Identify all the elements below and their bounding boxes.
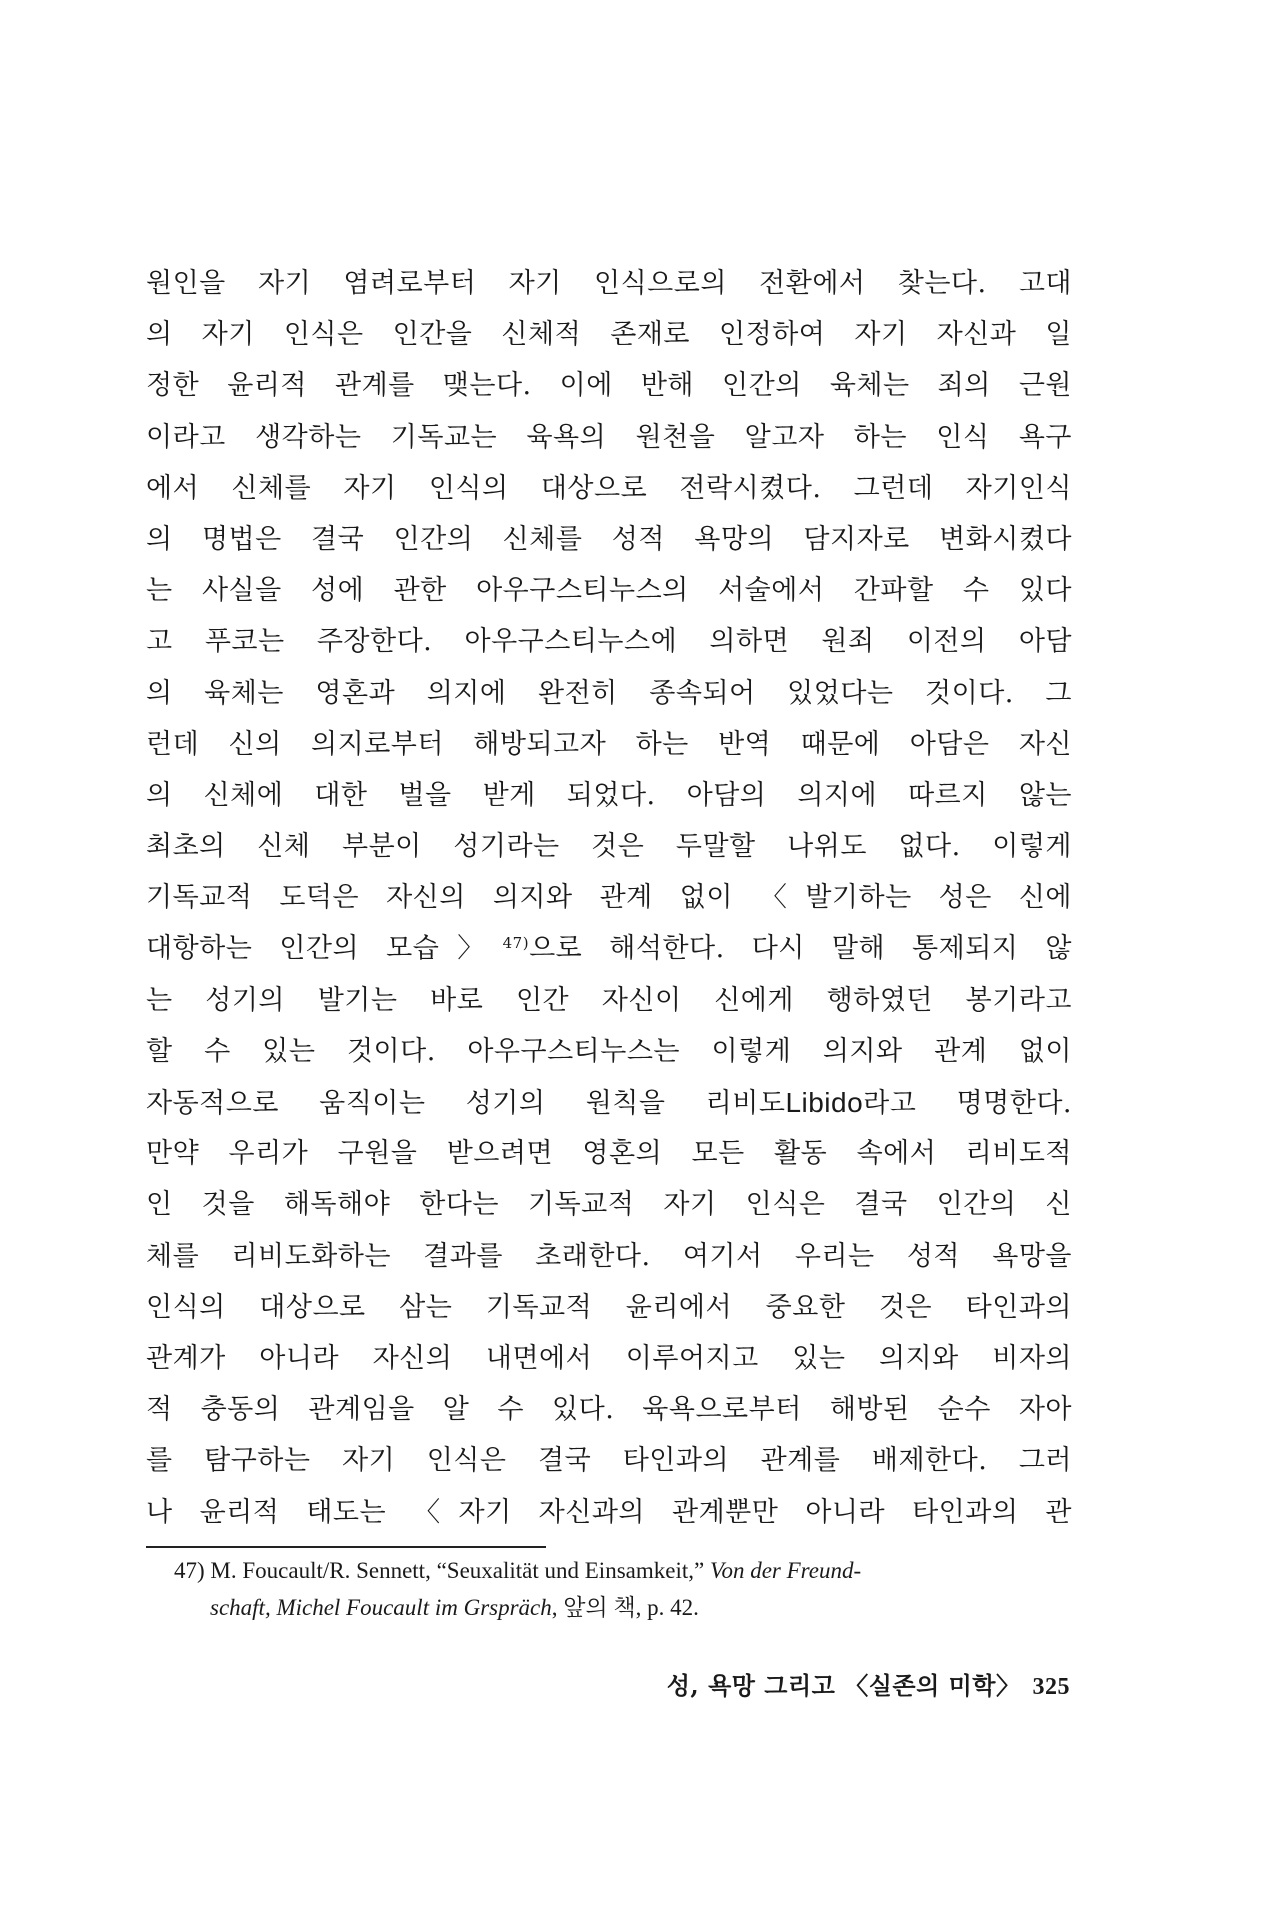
footnote-reference: 47) [502, 934, 530, 953]
text-line: 할 수 있는 것이다. 아우구스티누스는 이렇게 의지와 관계 없이 [146, 1035, 1072, 1067]
text-line: 의 육체는 영혼과 의지에 완전히 종속되어 있었다는 것이다. 그 [146, 677, 1072, 709]
text-line: 에서 신체를 자기 인식의 대상으로 전락시켰다. 그런데 자기인식 [146, 472, 1072, 504]
footnote-line [174, 1589, 1074, 1626]
text-segment: 자동적으로 움직이는 성기의 원칙을 리비도 [146, 1088, 786, 1119]
text-line: 의 신체에 대한 벌을 받게 되었다. 아담의 의지에 따르지 않는 [146, 779, 1072, 811]
text-line: 이라고 생각하는 기독교는 육욕의 원천을 알고자 하는 인식 욕구 [146, 421, 1072, 453]
text-line: 는 사실을 성에 관한 아우구스티누스의 서술에서 간파할 수 있다 [146, 575, 1072, 607]
text-line: 를 탐구하는 자기 인식은 결국 타인과의 관계를 배제한다. 그러 [146, 1445, 1072, 1477]
text-line: 는 성기의 발기는 바로 인간 자신이 신에게 행하였던 봉기라고 [146, 984, 1072, 1016]
running-footer [590, 1668, 1070, 1705]
text-line: 최초의 신체 부분이 성기라는 것은 두말할 나위도 없다. 이렇게 [146, 831, 1072, 863]
text-line: 나 윤리적 태도는 〈자기 자신과의 관계뿐만 아니라 타인과의 관 [146, 1496, 1072, 1528]
footnote-italic: Von der Freund- [709, 1558, 862, 1583]
footnote-text: 47) M. Foucault/R. Sennett, “Seuxalität und Einsamkeit,” [174, 1558, 710, 1583]
footnote-text: , 앞의 책, p. 42. [551, 1595, 699, 1620]
text-line-with-latin [146, 1077, 1072, 1128]
text-line: 인식의 대상으로 삼는 기독교적 윤리에서 중요한 것은 타인과의 [146, 1291, 1072, 1323]
text-line: 인 것을 해독해야 한다는 기독교적 자기 인식은 결국 인간의 신 [146, 1189, 1072, 1221]
latin-term: Libido [785, 1087, 864, 1118]
text-line: 런데 신의 의지로부터 해방되고자 하는 반역 때문에 아담은 자신 [146, 728, 1072, 760]
text-segment: 라고 명명한다. [863, 1088, 1072, 1119]
text-line: 만약 우리가 구원을 받으려면 영혼의 모든 활동 속에서 리비도적 [146, 1138, 1072, 1170]
text-line-with-footnote-ref [146, 923, 1072, 974]
text-line: 정한 윤리적 관계를 맺는다. 이에 반해 인간의 육체는 죄의 근원 [146, 370, 1072, 402]
text-line: 적 충동의 관계임을 알 수 있다. 육욕으로부터 해방된 순수 자아 [146, 1394, 1072, 1426]
running-title: 성, 욕망 그리고 〈실존의 미학〉 [666, 1671, 1021, 1700]
text-line: 의 자기 인식은 인간을 신체적 존재로 인정하여 자기 자신과 일 [146, 319, 1072, 351]
text-segment: 대항하는 인간의 모습〉 [146, 933, 503, 965]
text-line: 체를 리비도화하는 결과를 초래한다. 여기서 우리는 성적 욕망을 [146, 1240, 1072, 1272]
body-text [146, 258, 1072, 1538]
text-line: 고 푸코는 주장한다. 아우구스티누스에 의하면 원죄 이전의 아담 [146, 626, 1072, 658]
page-number: 325 [1032, 1674, 1070, 1700]
footnote-italic: schaft, Michel Foucault im Grspräch [210, 1595, 552, 1620]
text-line: 원인을 자기 염려로부터 자기 인식으로의 전환에서 찾는다. 고대 [146, 268, 1072, 299]
footnote-divider [146, 1546, 546, 1548]
footnote [174, 1552, 1074, 1626]
text-line: 의 명법은 결국 인간의 신체를 성적 욕망의 담지자로 변화시켰다 [146, 523, 1072, 555]
text-segment: 으로 해석한다. 다시 말해 통제되지 않 [529, 933, 1072, 965]
text-line: 기독교적 도덕은 자신의 의지와 관계 없이 〈발기하는 성은 신에 [146, 882, 1072, 914]
text-line: 관계가 아니라 자신의 내면에서 이루어지고 있는 의지와 비자의 [146, 1342, 1072, 1374]
footnote-line [174, 1552, 1074, 1589]
